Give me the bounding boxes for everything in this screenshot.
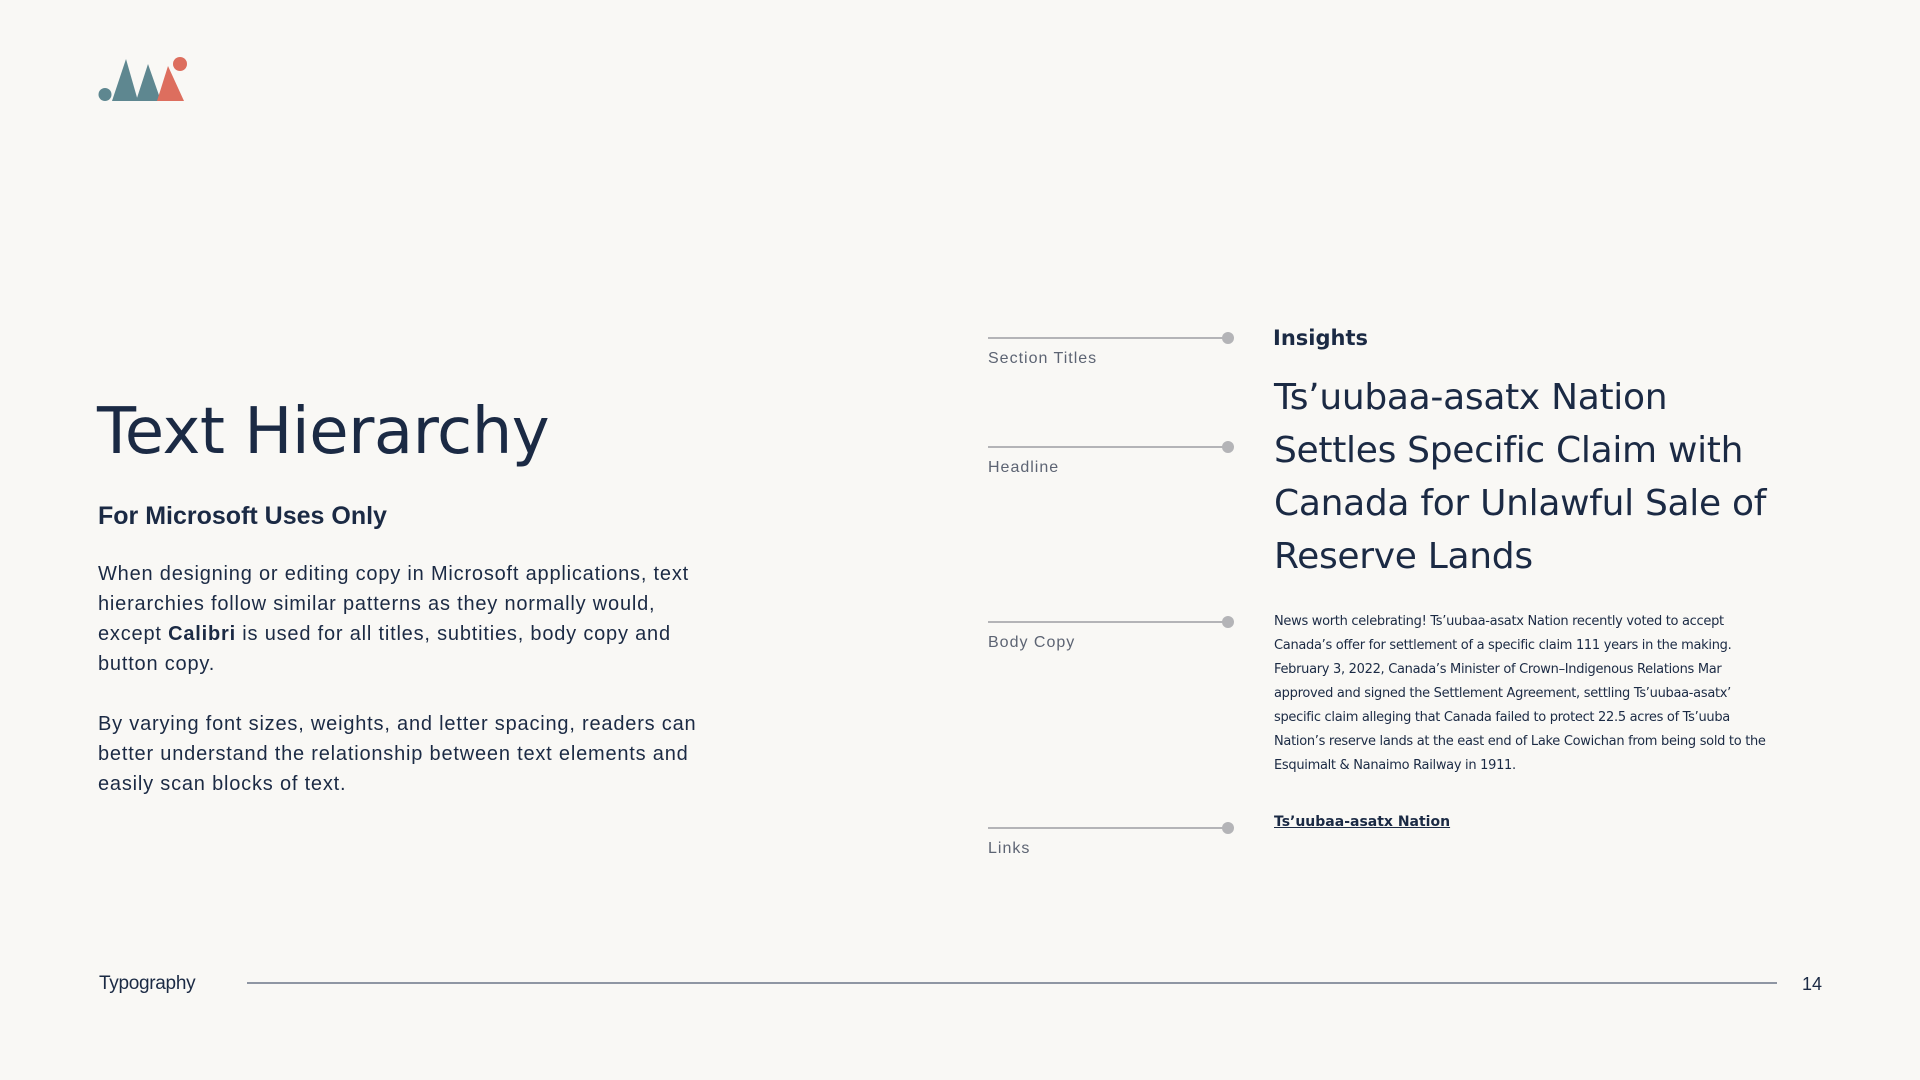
brand-logo (98, 56, 188, 102)
calibri-emphasis: Calibri (168, 623, 236, 645)
guide-dot (1222, 822, 1234, 834)
guide-dot (1222, 332, 1234, 344)
example-headline: Ts’uubaa-asatx Nation Settles Specific Claim with Canada for Unlawful Sale of Reserve Lands (1274, 377, 1767, 577)
footer-section-label: Typography (99, 973, 196, 994)
example-link[interactable]: Ts’uubaa-asatx Nation (1274, 814, 1451, 830)
guide-body-copy (988, 616, 1238, 656)
example-section-title: Insights (1273, 326, 1368, 350)
intro-paragraph-1-start: When designing or editing copy in Microsoft applications, text hierarchies follow similar patterns as they normally would, except (98, 563, 689, 645)
intro-paragraph-1 (98, 559, 718, 679)
intro-paragraph-1-end: is used for all titles, subtities, body copy and button copy. (98, 623, 671, 675)
guide-line (988, 621, 1228, 623)
mountains-logo-icon (98, 56, 188, 102)
guide-line (988, 337, 1228, 339)
page-subtitle: For Microsoft Uses Only (98, 502, 387, 530)
label-section-titles: Section Titles (988, 350, 1098, 367)
example-body-copy: News worth celebrating! Ts’uubaa-asatx Nation recently voted to accept Canada’s offer for settlement of a specific claim 111 years in the making. February 3, 2022, Canada’s Minister of Crown–Indigenous Relations Mar approved and signed the Settlement Agreement, settling Ts’uubaa-asatx’ specific claim alleging that Canada failed to protect 22.5 acres of Ts’uuba Nation’s reserve lands at the east end of Lake Cowichan from being sold to the Esquimalt & Nanaimo Railway in 1911. (1274, 614, 1766, 773)
guide-dot (1222, 616, 1234, 628)
intro-paragraph-2: By varying font sizes, weights, and letter spacing, readers can better understand the relationship between text elements and easily scan blocks of text. (98, 713, 697, 795)
guide-headline (988, 441, 1238, 481)
footer-divider (247, 982, 1777, 984)
guide-dot (1222, 441, 1234, 453)
guide-links (988, 822, 1238, 862)
guide-line (988, 446, 1228, 448)
label-links: Links (988, 840, 1031, 857)
page-title: Text Hierarchy (97, 395, 550, 469)
page-number: 14 (1802, 974, 1823, 994)
label-headline: Headline (988, 459, 1060, 476)
guide-line (988, 827, 1228, 829)
guide-section-titles (988, 332, 1238, 372)
label-body-copy: Body Copy (988, 634, 1076, 651)
